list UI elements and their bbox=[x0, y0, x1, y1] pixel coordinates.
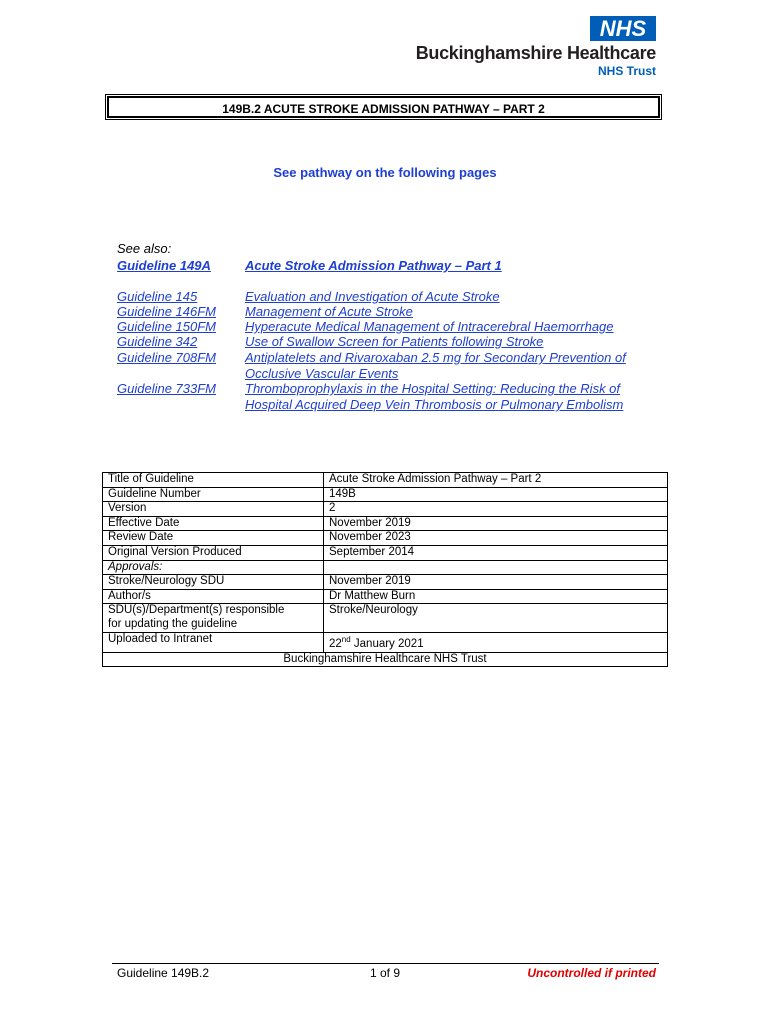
org-subtitle: NHS Trust bbox=[597, 64, 656, 78]
reference-title[interactable]: Management of Acute Stroke bbox=[245, 304, 413, 319]
table-label: Author/s bbox=[103, 589, 324, 604]
table-row bbox=[103, 516, 668, 531]
guideline-info-table bbox=[102, 472, 668, 667]
table-label: Original Version Produced bbox=[103, 545, 324, 560]
upload-day-suffix: nd bbox=[341, 635, 351, 645]
table-row bbox=[103, 531, 668, 546]
table-row bbox=[103, 575, 668, 590]
footer-page-number: 1 of 9 bbox=[369, 966, 401, 980]
upload-day: 22 bbox=[329, 638, 342, 651]
reference-title[interactable]: Use of Swallow Screen for Patients following Stroke bbox=[245, 334, 544, 349]
table-value: November 2023 bbox=[324, 531, 668, 546]
table-row bbox=[103, 604, 668, 633]
see-pathway-link[interactable]: See pathway on the following pages bbox=[273, 165, 497, 180]
table-label: Effective Date bbox=[103, 516, 324, 531]
reference-title[interactable]: Hyperacute Medical Management of Intracerebral Haemorrhage bbox=[245, 319, 614, 334]
table-value: November 2019 bbox=[324, 575, 668, 590]
footer-divider bbox=[112, 963, 659, 964]
footer-uncontrolled: Uncontrolled if printed bbox=[527, 966, 656, 980]
footer-guideline: Guideline 149B.2 bbox=[117, 966, 210, 980]
upload-month-year: January 2021 bbox=[350, 638, 424, 651]
table-row bbox=[103, 545, 668, 560]
table-row bbox=[103, 487, 668, 502]
reference-code[interactable]: Guideline 146FM bbox=[117, 304, 216, 319]
reference-code[interactable]: Guideline 733FM bbox=[117, 381, 216, 396]
reference-title[interactable]: Acute Stroke Admission Pathway – Part 1 bbox=[245, 258, 502, 273]
table-label: Approvals: bbox=[103, 560, 324, 575]
reference-code[interactable]: Guideline 150FM bbox=[117, 319, 216, 334]
table-label: Review Date bbox=[103, 531, 324, 546]
table-value: November 2019 bbox=[324, 516, 668, 531]
table-row bbox=[103, 633, 668, 652]
table-value: Acute Stroke Admission Pathway – Part 2 bbox=[324, 473, 668, 488]
table-value: 2 bbox=[324, 502, 668, 517]
see-also-label: See also: bbox=[117, 241, 172, 256]
table-label: Guideline Number bbox=[103, 487, 324, 502]
reference-code[interactable]: Guideline 342 bbox=[117, 334, 198, 349]
reference-code[interactable]: Guideline 145 bbox=[117, 289, 198, 304]
org-name: Buckinghamshire Healthcare bbox=[415, 43, 656, 63]
table-label: Version bbox=[103, 502, 324, 517]
reference-code[interactable]: Guideline 149A bbox=[117, 258, 211, 273]
table-value bbox=[324, 633, 668, 652]
reference-title[interactable]: Evaluation and Investigation of Acute Stroke bbox=[245, 289, 500, 304]
table-row bbox=[103, 589, 668, 604]
table-value: Stroke/Neurology bbox=[324, 604, 668, 633]
table-row bbox=[103, 652, 668, 667]
table-row bbox=[103, 473, 668, 488]
nhs-logo: NHS bbox=[590, 16, 656, 41]
table-label: Title of Guideline bbox=[103, 473, 324, 488]
table-value: 149B bbox=[324, 487, 668, 502]
table-value: Dr Matthew Burn bbox=[324, 589, 668, 604]
table-row bbox=[103, 560, 668, 575]
table-value bbox=[324, 560, 668, 575]
reference-code[interactable]: Guideline 708FM bbox=[117, 350, 216, 365]
table-label-line: for updating the guideline bbox=[108, 617, 238, 630]
table-label-line: SDU(s)/Department(s) responsible bbox=[108, 604, 285, 617]
reference-title[interactable]: Antiplatelets and Rivaroxaban 2.5 mg for Secondary Prevention of Occlusive Vascular Events bbox=[245, 350, 626, 381]
table-footer: Buckinghamshire Healthcare NHS Trust bbox=[103, 652, 668, 667]
table-row bbox=[103, 502, 668, 517]
table-value: September 2014 bbox=[324, 545, 668, 560]
page-title: 149B.2 ACUTE STROKE ADMISSION PATHWAY – PART 2 bbox=[107, 96, 660, 118]
table-label: Stroke/Neurology SDU bbox=[103, 575, 324, 590]
table-label: Uploaded to Intranet bbox=[103, 633, 324, 652]
table-label bbox=[103, 604, 324, 633]
reference-title[interactable]: Thromboprophylaxis in the Hospital Setting: Reducing the Risk of Hospital Acquired Deep Vein Thrombosis or Pulmonary Embolism bbox=[245, 381, 624, 412]
